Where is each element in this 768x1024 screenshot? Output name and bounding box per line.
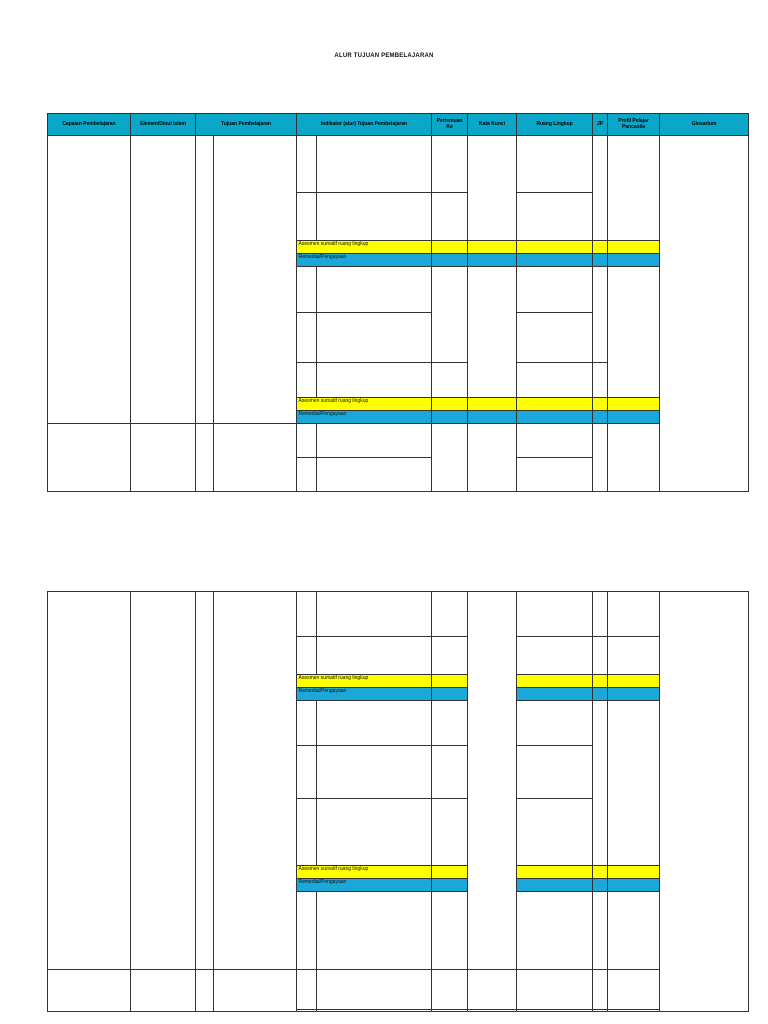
profile-cell: [608, 267, 660, 398]
jp-cell: [593, 637, 608, 675]
scope-cell: [517, 892, 593, 970]
indicator-number: [297, 458, 317, 492]
indicator-number: [297, 136, 317, 193]
meeting-number: [432, 193, 468, 241]
header-cell: Indikator (alur) Tujuan Pembelajaran: [297, 114, 432, 136]
tp-text-continued: [214, 592, 297, 970]
elemen-ref-cell: [131, 424, 196, 492]
indicator-text: [317, 892, 432, 970]
document-title: ALUR TUJUAN PEMBELAJARAN: [334, 53, 434, 59]
remedial-label: Remedial/Pengayaan: [297, 254, 432, 267]
indicator-text: [317, 970, 432, 1010]
indicator-number: [297, 746, 317, 799]
scope-cell: [517, 313, 593, 363]
meeting-number: [432, 267, 468, 363]
indicator-text: [317, 424, 432, 458]
header-cell: Tujuan Pembelajaran: [196, 114, 297, 136]
indicator-text: [317, 193, 432, 241]
table-row: [48, 136, 749, 193]
meeting-number: [432, 892, 468, 970]
tp-number: [196, 970, 214, 1012]
indicator-text: [317, 799, 432, 866]
jp-cell: [593, 688, 608, 701]
indicator-number: [297, 637, 317, 675]
meeting-number: [432, 799, 468, 866]
header-cell: Profil Pelajar Pancasila: [608, 114, 660, 136]
jp-cell: [593, 411, 608, 424]
assessment-label: Asesmen sumatif ruang lingkup: [297, 866, 432, 879]
scope-cell: [517, 136, 593, 193]
indicator-text: [317, 363, 432, 398]
tp-number: [196, 136, 214, 424]
indicator-number: [297, 424, 317, 458]
jp-cell: [593, 701, 608, 866]
indicator-number: [297, 363, 317, 398]
glossary-cell: [660, 136, 749, 492]
indicator-number: [297, 970, 317, 1010]
jp-cell: [593, 675, 608, 688]
table-row: [48, 970, 749, 1010]
indicator-text: [317, 313, 432, 363]
indicator-text: [317, 592, 432, 637]
meeting-number: [432, 592, 468, 637]
remedial-label: Remedial/Pengayaan: [297, 879, 432, 892]
meeting-number: [432, 746, 468, 799]
meeting-number: [432, 675, 468, 688]
profile-cell: [608, 892, 660, 970]
indicator-number: [297, 892, 317, 970]
jp-cell: [593, 254, 608, 267]
indicator-number: [297, 799, 317, 866]
assessment-label: Asesmen sumatif ruang lingkup: [297, 398, 432, 411]
elemen-cell: [131, 970, 196, 1012]
table-row: [48, 592, 749, 637]
tp-text: [214, 136, 297, 424]
tp-text: [214, 424, 297, 492]
meeting-number: [432, 866, 468, 879]
scope-cell: [517, 458, 593, 492]
indicator-number: [297, 267, 317, 313]
meeting-number: [432, 879, 468, 892]
scope-cell: [517, 424, 593, 458]
atp-table-page-1: [47, 113, 749, 492]
meeting-number: [432, 241, 468, 254]
jp-cell: [593, 592, 608, 637]
indicator-number: [297, 193, 317, 241]
profile-cell: [608, 592, 660, 637]
scope-cell: [517, 799, 593, 866]
scope-cell: [517, 363, 593, 398]
atp-table-page-2: [47, 591, 749, 1012]
profile-cell: [608, 136, 660, 241]
scope-cell: [517, 701, 593, 746]
elemen-cell: [131, 136, 196, 424]
header-cell: JP: [593, 114, 608, 136]
keyword-cell: [468, 136, 517, 241]
indicator-number: [297, 313, 317, 363]
meeting-number: [432, 424, 468, 492]
jp-cell: [593, 136, 608, 241]
indicator-number: [297, 592, 317, 637]
indicator-text: [317, 637, 432, 675]
meeting-number: [432, 411, 468, 424]
meeting-number: [432, 701, 468, 746]
assessment-label: Asesmen sumatif ruang lingkup: [297, 675, 432, 688]
scope-cell: [517, 592, 593, 637]
tp-number: [196, 424, 214, 492]
meeting-number: [432, 637, 468, 675]
scope-cell: [517, 637, 593, 675]
indicator-text: [317, 746, 432, 799]
jp-cell: [593, 241, 608, 254]
capaian-cell: [48, 970, 131, 1012]
jp-cell: [593, 398, 608, 411]
jp-cell: [593, 866, 608, 879]
indicator-text: [317, 267, 432, 313]
assessment-label: Asesmen sumatif ruang lingkup: [297, 241, 432, 254]
header-cell: Elemen/Dinul Islam: [131, 114, 196, 136]
remedial-label: Remedial/Pengayaan: [297, 411, 432, 424]
jp-cell: [593, 892, 608, 970]
header-cell: Glosarium: [660, 114, 749, 136]
tp-text: [214, 970, 297, 1012]
meeting-number: [432, 136, 468, 193]
scope-cell: [517, 193, 593, 241]
header-cell: Ruang Lingkup: [517, 114, 593, 136]
keyword-cell: [468, 424, 517, 492]
scope-cell: [517, 970, 593, 1010]
indicator-number: [297, 701, 317, 746]
scope-cell: [517, 746, 593, 799]
meeting-number: [432, 688, 468, 701]
meeting-number: [432, 398, 468, 411]
capaian-cell: [48, 136, 131, 424]
meeting-number: [432, 254, 468, 267]
header-cell: Kata Kunci: [468, 114, 517, 136]
meeting-number: [432, 363, 468, 398]
remedial-label: Remedial/Pengayaan: [297, 688, 432, 701]
table-row: [48, 424, 749, 458]
scope-cell: [517, 267, 593, 313]
indicator-text: [317, 701, 432, 746]
profile-cell: [608, 424, 660, 492]
table-header-row: [48, 114, 749, 136]
jp-cell: [593, 879, 608, 892]
header-cell: Capaian Pembelajaran: [48, 114, 131, 136]
jp-cell: [593, 267, 608, 363]
glossary-cell: [660, 592, 749, 1012]
header-cell: Pertemuan Ke: [432, 114, 468, 136]
indicator-text: [317, 136, 432, 193]
profile-cell: [608, 701, 660, 866]
jp-cell: [593, 363, 608, 398]
indicator-text: [317, 458, 432, 492]
